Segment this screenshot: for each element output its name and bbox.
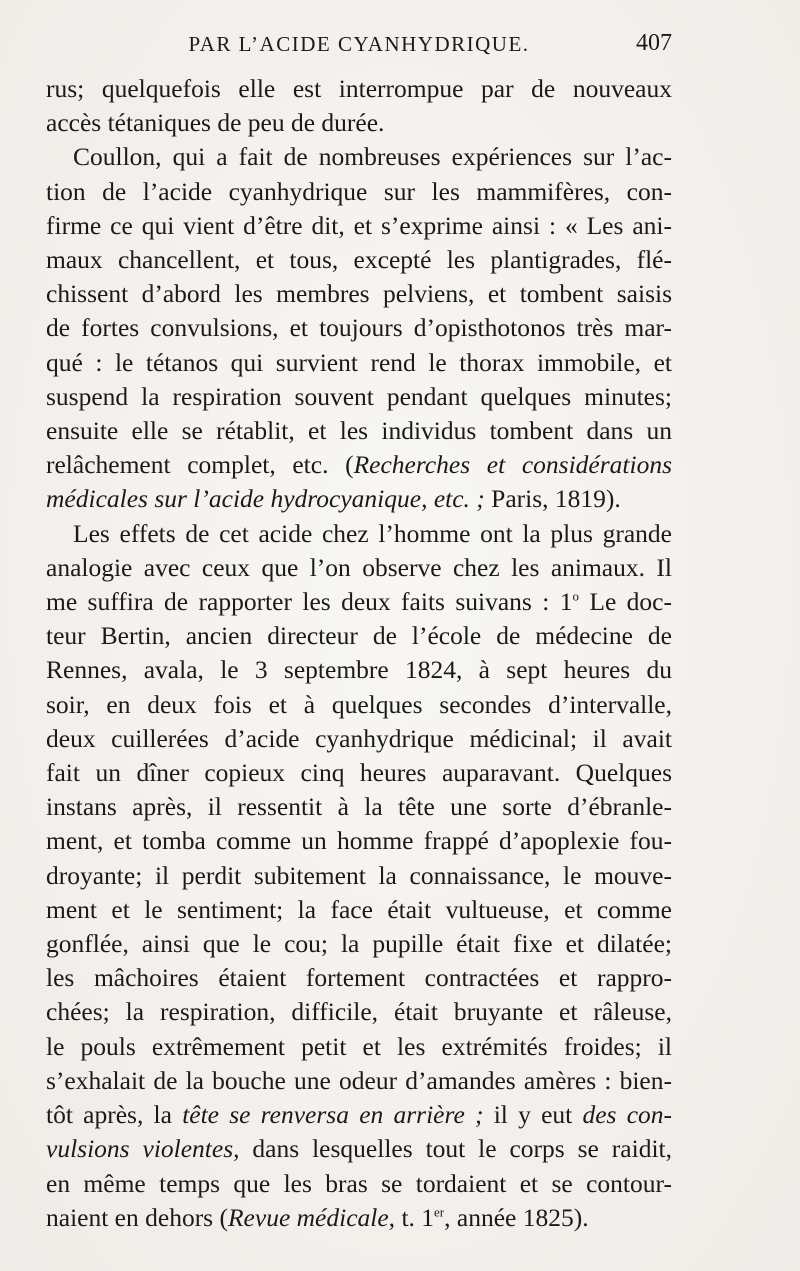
text-line: teur Bertin, ancien directeur de l’école de médecine de xyxy=(46,621,672,651)
citation-title: Recherches et considérations xyxy=(353,450,672,480)
italic-run: vulsions violentes, xyxy=(46,1134,240,1164)
text-line: fait un dîner copieux cinq heures auparavant. Quelques xyxy=(46,758,672,788)
text-line xyxy=(46,1201,672,1235)
text-line: qué : le tétanos qui survient rend le thorax immobile, et xyxy=(46,347,672,377)
text-line: soir, en deux fois et à quelques secondes d’intervalle, xyxy=(46,689,672,719)
text-line: suspend la respiration souvent pendant quelques minutes; xyxy=(46,381,672,411)
text-line: analogie avec ceux que l’on observe chez les animaux. Il xyxy=(46,552,672,582)
text-line: Rennes, avala, le 3 septembre 1824, à sept heures du xyxy=(46,655,672,685)
text-line: gonflée, ainsi que le cou; la pupille était fixe et dilatée; xyxy=(46,929,672,959)
text-line: s’exhalait de la bouche une odeur d’amandes amères : bien- xyxy=(46,1065,672,1095)
text-line: droyante; il perdit subitement la connaissance, le mouve- xyxy=(46,860,672,890)
text-run: Le doc- xyxy=(578,587,672,617)
text-line xyxy=(46,1132,672,1166)
text-line: maux chancellent, et tous, excepté les plantigrades, flé- xyxy=(46,245,672,275)
text-line: ment, et tomba comme un homme frappé d’apoplexie fou- xyxy=(46,826,672,856)
italic-run: tête se renversa en arrière ; xyxy=(182,1100,484,1130)
text-line: tion de l’acide cyanhydrique sur les mammifères, con- xyxy=(46,176,672,206)
text-run: naient en dehors ( xyxy=(46,1202,228,1232)
text-line: en même temps que les bras se tordaient et se contour- xyxy=(46,1168,672,1198)
text-line: ment et le sentiment; la face était vultueuse, et comme xyxy=(46,894,672,924)
text-line xyxy=(46,585,672,619)
italic-run: des con- xyxy=(582,1100,673,1130)
text-run: me suffira de rapporter les deux faits suivans : 1 xyxy=(46,587,573,617)
text-line: accès tétaniques de peu de durée. xyxy=(46,108,385,138)
text-run: Paris, 1819). xyxy=(484,484,621,514)
text-line: instans après, il ressentit à la tête une sorte d’ébranle- xyxy=(46,792,672,822)
text-run: t. 1 xyxy=(395,1202,435,1232)
body-text xyxy=(46,72,672,1235)
text-line: firme ce qui vient d’être dit, et s’exprime ainsi : « Les ani- xyxy=(46,210,672,240)
text-line: de fortes convulsions, et toujours d’opisthotonos très mar- xyxy=(46,313,672,343)
text-line: deux cuillerées d’acide cyanhydrique médicinal; il avait xyxy=(46,723,672,753)
citation-title: Revue médicale, xyxy=(227,1202,396,1232)
text-line xyxy=(46,1098,672,1132)
text-run: dans lesquelles tout le corps se raidit, xyxy=(239,1134,672,1164)
text-run: tôt après, la xyxy=(46,1100,183,1130)
text-line: le pouls extrêmement petit et les extrémités froides; il xyxy=(46,1031,672,1061)
page-header xyxy=(46,28,672,64)
text-line: Les effets de cet acide chez l’homme ont la plus grande xyxy=(73,518,672,548)
text-line: chissent d’abord les membres pelviens, et tombent saisis xyxy=(46,279,672,309)
text-run: relâchement complet, etc. ( xyxy=(46,450,354,480)
text-line: rus; quelquefois elle est interrompue par de nouveaux xyxy=(46,74,672,103)
running-title: PAR L’ACIDE CYANHYDRIQUE. xyxy=(188,32,530,56)
text-line xyxy=(46,448,672,482)
text-line xyxy=(46,482,672,516)
page-number: 407 xyxy=(636,30,672,56)
text-line: les mâchoires étaient fortement contractées et rappro- xyxy=(46,963,672,993)
superscript: er xyxy=(434,1204,445,1220)
text-line: ensuite elle se rétablit, et les individus tombent dans un xyxy=(46,416,672,446)
text-line: chées; la respiration, difficile, était bruyante et râleuse, xyxy=(46,997,672,1027)
text-run: , année 1825). xyxy=(444,1202,589,1232)
superscript: o xyxy=(572,588,579,604)
text-run: il y eut xyxy=(483,1100,583,1130)
text-line: Coullon, qui a fait de nombreuses expériences sur l’ac- xyxy=(73,142,672,172)
citation-title: médicales sur l’acide hydrocyanique, etc. ; xyxy=(46,484,485,514)
